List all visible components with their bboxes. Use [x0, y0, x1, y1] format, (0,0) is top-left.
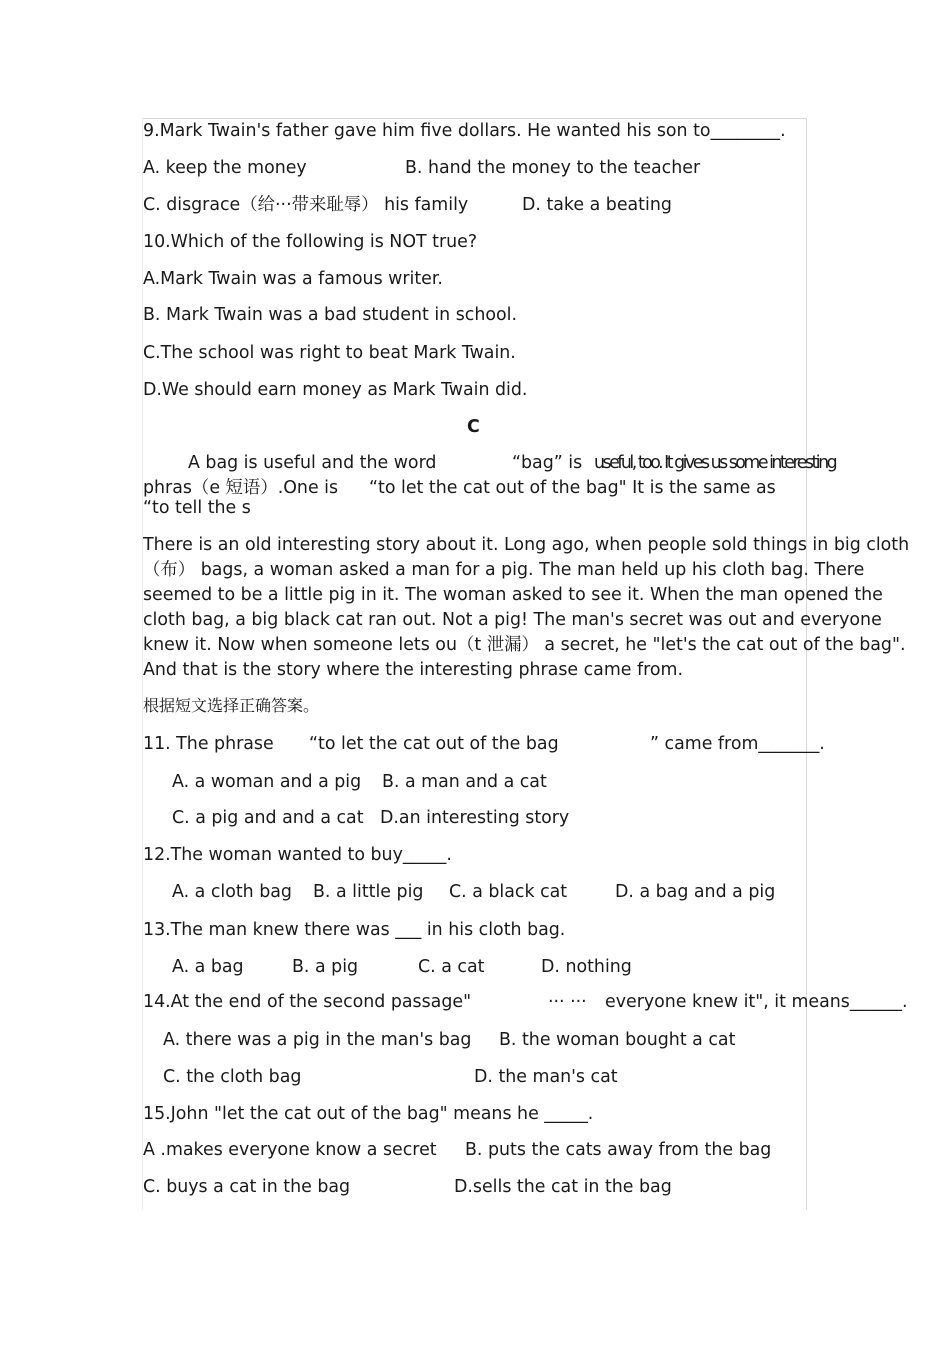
question-11-stem-a: 11. The phrase	[143, 734, 274, 754]
question-11-option-b: B. a man and a cat	[382, 772, 547, 792]
question-14-stem-c: everyone knew it", it means______.	[605, 992, 908, 1012]
passage-p1-part-a: A bag is useful and the word	[188, 453, 437, 473]
question-13-option-a: A. a bag	[172, 957, 244, 977]
passage-p1-part-d: phras（e 短语）.One is	[143, 478, 339, 498]
instruction-text: 根据短文选择正确答案。	[143, 696, 320, 715]
passage-p1-part-b: “bag” is	[512, 453, 583, 473]
question-10-option-a: A.Mark Twain was a famous writer.	[143, 269, 443, 289]
question-12-option-c: C. a black cat	[449, 882, 568, 902]
question-15-option-b: B. puts the cats away from the bag	[465, 1140, 772, 1160]
passage-p1-part-c: useful, too. It gives us some interesting	[594, 453, 836, 473]
question-14-option-a: A. there was a pig in the man's bag	[163, 1030, 472, 1050]
question-9-option-c: C. disgrace（给···带来耻辱） his family	[143, 195, 469, 215]
question-10-option-b: B. Mark Twain was a bad student in school.	[143, 305, 517, 325]
question-11-option-c: C. a pig and and a cat	[172, 808, 364, 828]
question-14-stem-b: ··· ···	[548, 992, 587, 1012]
question-9-option-d: D. take a beating	[522, 195, 672, 215]
page-frame-top	[143, 118, 807, 119]
question-13-option-d: D. nothing	[541, 957, 632, 977]
question-10-stem: 10.Which of the following is NOT true?	[143, 232, 478, 252]
question-11-stem-b: “to let the cat out of the bag	[309, 734, 559, 754]
question-12-option-b: B. a little pig	[313, 882, 424, 902]
question-13-option-c: C. a cat	[418, 957, 485, 977]
passage-paragraph-2: There is an old interesting story about it. Long ago, when people sold things in big cloth（布） bags, a woman asked a man for a pig. The man held up his cloth bag. There seemed to be a little pig in it. The woman asked to see it. When the man opened the cloth bag, a big black cat ran out. Not a pig! The man's secret was out and everyone knew it. Now when someone lets ou（t 泄漏） a secret, he "let's the cat out of the bag". And that is the story where the interesting phrase came from.	[143, 535, 910, 680]
question-10-option-c: C.The school was right to beat Mark Twain.	[143, 343, 516, 363]
question-12-stem: 12.The woman wanted to buy_____.	[143, 845, 452, 865]
question-10-option-d: D.We should earn money as Mark Twain did.	[143, 380, 528, 400]
question-13-option-b: B. a pig	[292, 957, 359, 977]
question-15-option-a: A .makes everyone know a secret	[143, 1140, 437, 1160]
passage-p1-part-f: “to tell the s	[143, 498, 251, 518]
question-11-option-d: D.an interesting story	[380, 808, 570, 828]
passage-p1-part-e: “to let the cat out of the bag" It is the same as	[369, 478, 776, 498]
question-15-option-c: C. buys a cat in the bag	[143, 1177, 351, 1197]
section-heading: C	[467, 417, 480, 437]
question-14-option-c: C. the cloth bag	[163, 1067, 302, 1087]
question-14-option-b: B. the woman bought a cat	[499, 1030, 736, 1050]
question-15-option-d: D.sells the cat in the bag	[454, 1177, 672, 1197]
question-9-stem: 9.Mark Twain's father gave him five dollars. He wanted his son to________.	[143, 121, 786, 141]
question-12-option-a: A. a cloth bag	[172, 882, 292, 902]
question-15-stem: 15.John "let the cat out of the bag" means he _____.	[143, 1104, 594, 1124]
question-12-option-d: D. a bag and a pig	[615, 882, 776, 902]
question-14-option-d: D. the man's cat	[474, 1067, 618, 1087]
question-9-option-b: B. hand the money to the teacher	[405, 158, 701, 178]
question-11-option-a: A. a woman and a pig	[172, 772, 362, 792]
question-13-stem: 13.The man knew there was ___ in his cloth bag.	[143, 920, 566, 940]
question-11-stem-c: ” came from_______.	[650, 734, 825, 754]
question-9-option-a: A. keep the money	[143, 158, 307, 178]
question-14-stem-a: 14.At the end of the second passage"	[143, 992, 472, 1012]
